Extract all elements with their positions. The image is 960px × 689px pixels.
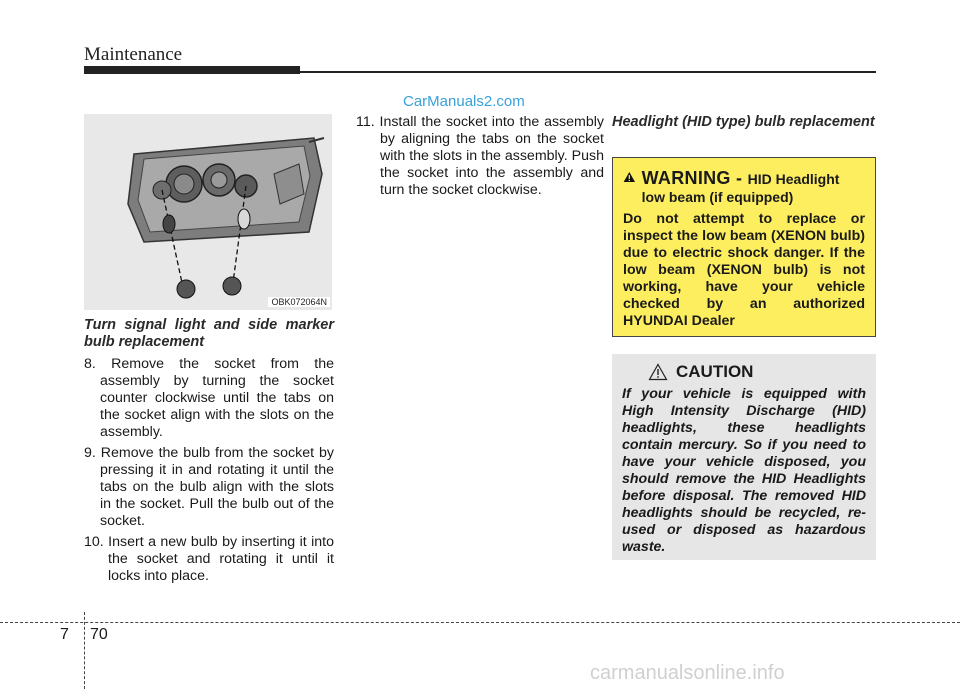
- warning-box: [612, 157, 876, 337]
- section-title: Maintenance: [84, 44, 183, 65]
- step-11: 11. Install the socket into the assembly by aligning the tabs on the socket with the slots in the assembly. Push the socket into the assembly and turn the socket clockwise.: [356, 114, 604, 198]
- caution-icon: [648, 363, 668, 381]
- caution-box: [612, 354, 876, 560]
- step-8: 8. Remove the socket from the assembly by turning the socket counter clockwise until the tabs on the socket align with the slots on the assembly.: [84, 356, 334, 440]
- source-watermark[interactable]: carmanualsonline.info: [590, 662, 785, 684]
- header-rule-accent: [84, 66, 300, 74]
- turn-signal-subheading: Turn signal light and side marker bulb replacement: [84, 317, 334, 350]
- warning-title: HID Headlight low beam (if equipped): [641, 171, 840, 205]
- headlight-illustration: [84, 114, 332, 310]
- footer-vertical-divider: [84, 612, 85, 689]
- left-column: [84, 317, 334, 589]
- footer-divider: [0, 622, 960, 623]
- figure-code: OBK072064N: [268, 297, 330, 307]
- caution-body: If your vehicle is equipped with High Intensity Discharge (HID) headlights, these headlights contain mercury. So if you need to have your vehicle disposed, you should remove the HID Headlights before disposal. The removed HID headlights should be recycled, re-used or disposed as hazardous waste.: [622, 386, 866, 555]
- step-10: 10. Insert a new bulb by inserting it into the socket and rotating it until it locks into place.: [84, 534, 334, 584]
- caution-label: CAUTION: [676, 362, 754, 381]
- right-column-heading-wrap: [612, 114, 876, 136]
- watermark-link[interactable]: CarManuals2.com: [403, 93, 525, 110]
- headlight-figure: [84, 114, 332, 310]
- middle-column: [356, 114, 604, 203]
- warning-body: Do not attempt to replace or inspect the low beam (XENON bulb) due to electric shock danger. If the low beam (XENON bulb) is not working, have your vehicle checked by an authorized HYUNDAI Dealer: [623, 211, 865, 329]
- page-number: 70: [90, 626, 108, 643]
- hid-subheading: Headlight (HID type) bulb replacement: [612, 114, 875, 130]
- warning-label: WARNING -: [641, 168, 748, 188]
- warning-icon: [623, 168, 636, 186]
- step-9: 9. Remove the bulb from the socket by pressing it in and rotating it until the tabs on the bulb align with the slots in the socket. Pull the bulb out of the socket.: [84, 445, 334, 529]
- chapter-number: 7: [60, 626, 69, 643]
